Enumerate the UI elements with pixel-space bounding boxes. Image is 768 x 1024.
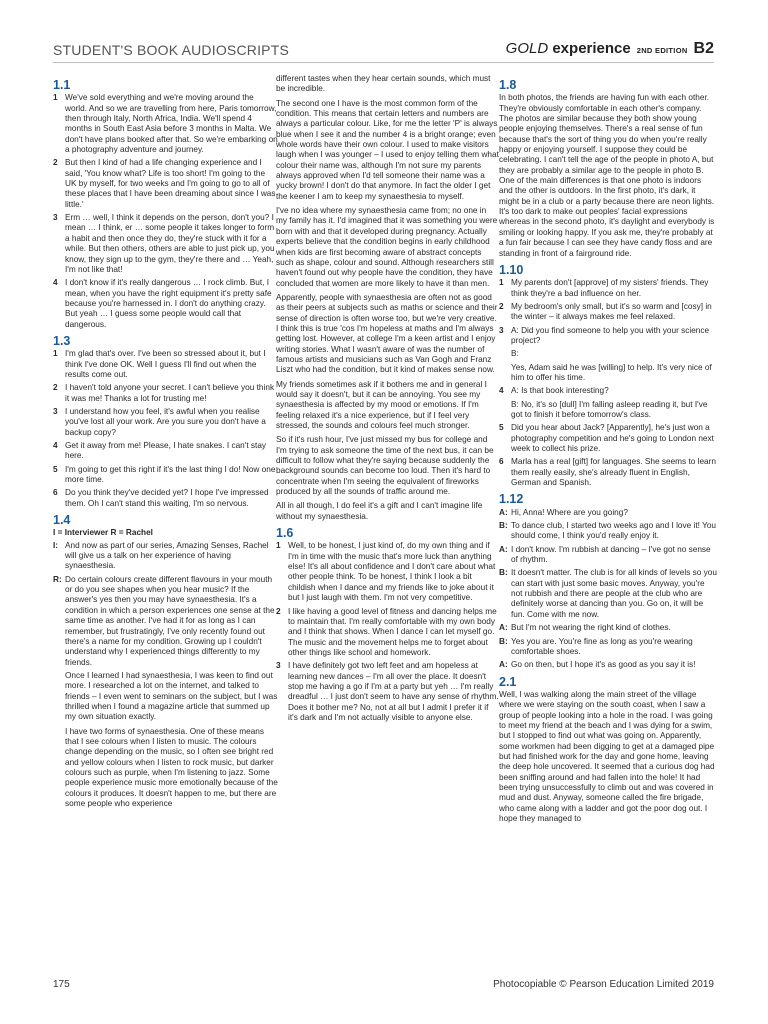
column-2 bbox=[276, 74, 499, 726]
list-item bbox=[499, 363, 717, 384]
item-number: A: bbox=[499, 623, 508, 633]
item-text: I'm glad that's over. I've been so stressed about it, but I think I've done OK. Well I guess I'll find out when the results come out. bbox=[65, 349, 266, 379]
section-heading: 1.10 bbox=[499, 262, 524, 277]
item-number: B: bbox=[499, 636, 508, 646]
item-text: I have definitely got two left feet and am hopeless at learning new dances – I'm all over the place. It doesn't stop me having a go if I'm at a party but yeh … I'm really dreadful … I just don't seem to have any sense of rhythm. Does it bother me? No, not at all but I admit I prefer it if it's dark and I'm not actually visible to anyone else. bbox=[288, 661, 499, 722]
item-number: 3 bbox=[53, 406, 58, 416]
list-item bbox=[499, 508, 717, 518]
paragraph: The second one I have is the most common form of the condition. This means that certain letters and numbers are always a particular colour. Like, for me the letter 'P' is always blue when I see it and the number 4 is a bright orange; even whole words have their own colour. I used to make visitors laugh when I was younger – I used to enjoy telling them what colour their name was, although I'm not sure my parents always approved when I'd tell someone their name was a yucky brown! I don't do that anymore. In fact the older I get the keener I am to keep my synaesthesia to myself. bbox=[276, 98, 499, 201]
list-item bbox=[499, 568, 717, 620]
section-heading: 1.8 bbox=[499, 78, 517, 92]
item-number: 6 bbox=[53, 488, 58, 498]
item-number: 1 bbox=[53, 93, 58, 103]
paragraph: I've no idea where my synaesthesia came from; no one in my family has it. I'd imagined that it was something you were born with and that it developed during pregnancy. Actually experts believe that the condition begins in early childhood when kids are first becoming aware of abstract concepts such as shape, colour and sound. Although researchers still haven't found out why people have the condition, they have concluded that women are more likely to have it than men. bbox=[276, 206, 498, 288]
item-text: My bedroom's only small, but it's so warm and [cosy] in the winter – it always makes me feel relaxed. bbox=[511, 301, 712, 322]
item-number: 2 bbox=[499, 301, 504, 311]
item-text: I like having a good level of fitness and dancing helps me to maintain that. I'm really comfortable with my own body and I think that shows. When I dance I can let myself go. The music and the movement helps me to forget about other things like school and homework. bbox=[288, 606, 497, 657]
section-heading: 1.1 bbox=[53, 78, 71, 92]
column-3 bbox=[499, 74, 717, 828]
list-item bbox=[53, 93, 278, 155]
item-number: 1 bbox=[499, 278, 504, 288]
section-heading: 1.12 bbox=[499, 492, 524, 507]
item-number: 3 bbox=[276, 661, 281, 671]
list-item bbox=[53, 407, 278, 438]
item-number: A: bbox=[499, 544, 508, 554]
section-1-3-items bbox=[53, 349, 278, 509]
item-number: 4 bbox=[499, 386, 504, 396]
edition-label: 2ND EDITION bbox=[636, 46, 688, 55]
section-heading: 1.4 bbox=[53, 513, 71, 528]
item-text: My parents don't [approve] of my sisters' friends. They think they're a bad influence on her. bbox=[511, 278, 709, 298]
item-number: 6 bbox=[499, 457, 504, 467]
item-text: Go on then, but I hope it's as good as you say it is! bbox=[511, 660, 696, 670]
list-item bbox=[499, 386, 717, 396]
item-text: I don't know if it's really dangerous … I rock climb. But, I mean, when you have the right equipment it's pretty safe because you're harnessed in. I don't do anything crazy. But yeah … I guess some people would call that dangerous. bbox=[65, 278, 272, 329]
dialogue-line: R: Do certain colours create different flavours in your mouth or do you see shapes when you hear music? If the answer's yes then you may have synaesthesia. It's a condition in which a person experiences one sense at the same time as another. I've had it for as long as I can remember, but frustratingly, I've only recently found out there's a name for my condition. Growing up I couldn't understand why I experienced things differently to my friends. bbox=[53, 574, 275, 667]
list-item bbox=[499, 545, 717, 566]
item-number: 3 bbox=[53, 213, 58, 223]
item-text: We've sold everything and we're moving around the world. And so we are travelling from here, Paris tomorrow, then through Italy, North Africa, India. We'll spend 4 months in South East Asia before 3 months in Malta. We don't have plans booked after that. So we're embarking on a photography adventure and journey. bbox=[65, 93, 278, 155]
item-number: B: bbox=[499, 568, 508, 578]
item-text: Yes, Adam said he was [willing] to help. It's very nice of him to offer his time. bbox=[511, 362, 712, 382]
list-item bbox=[53, 158, 278, 210]
item-number: 4 bbox=[53, 441, 58, 450]
column-1 bbox=[53, 74, 278, 813]
list-item bbox=[499, 660, 717, 670]
item-number: 2 bbox=[53, 383, 58, 393]
item-text: It doesn't matter. The club is for all kinds of levels so you can start with just some basic moves. Anyway, you're not rubbish and there are people at the club who are definitely worse at dancing than you. Go on, it will be fun. Come with me now. bbox=[511, 568, 717, 619]
list-item bbox=[53, 488, 278, 509]
item-number: 5 bbox=[499, 423, 504, 433]
item-text: Do you think they've decided yet? I hope I've impressed them. Oh I can't stand this waiting, I'm so nervous. bbox=[65, 488, 269, 508]
item-text: Did you hear about Jack? [Apparently], he's just won a photography competition and he's going to London next week to collect his prize. bbox=[511, 423, 714, 453]
page-number: 175 bbox=[53, 979, 70, 990]
item-text: A: Did you find someone to help you with your science project? bbox=[511, 325, 710, 345]
item-text: B: No, it's so [dull] I'm falling asleep reading it, but I've got to finish it before tomorrow's class. bbox=[511, 399, 708, 419]
list-item bbox=[276, 607, 499, 659]
item-text: But I'm not wearing the right kind of clothes. bbox=[511, 623, 671, 633]
list-item bbox=[53, 213, 278, 275]
paragraph: Once I learned I had synaesthesia, I was keen to find out more. I researched a lot on the internet, and talked to friends – I even went to seminars on the subject, but I was thrilled when I found a magazine article that summed up my own situation exactly. bbox=[65, 670, 278, 722]
list-item bbox=[499, 400, 717, 421]
section-1-12-items bbox=[499, 508, 717, 671]
item-number: 4 bbox=[53, 278, 58, 288]
list-item bbox=[499, 623, 717, 633]
list-item bbox=[499, 521, 717, 542]
item-text: To dance club, I started two weeks ago and I love it! You should come, I think you'd really enjoy it. bbox=[511, 521, 717, 541]
list-item bbox=[53, 383, 278, 404]
item-text: But then I kind of had a life changing experience and I said, 'You know what? Life is too short! I'm going to the UK by myself, for two weeks and I'm going to go to all of these places that I have been dreaming about since I was little.' bbox=[65, 158, 276, 209]
item-text: Marla has a real [gift] for languages. She seems to learn them really easily, she's already fluent in English, German and Spanish. bbox=[511, 457, 716, 488]
paragraph: My friends sometimes ask if it bothers me and in general I would say it doesn't, but it can be annoying. You see my synaesthesia is affected by my mood or emotions. If I'm feeling relaxed it's a nice experience, but if I feel very stressed, the sounds and colours feel much stronger. bbox=[276, 379, 487, 430]
paragraph: I have two forms of synaesthesia. One of these means that I see colours when I listen to music. The colours change depending on the music, so I often see bright red and yellow colours when I listen to rock music, but darker colours such as purple, when I'm listening to jazz. Some people experience music more emotionally because of the colours it produces. It doesn't happen to me, but there are some people who experience bbox=[65, 726, 278, 808]
item-text: Get it away from me! Please, I hate snakes. I can't stay here. bbox=[65, 441, 267, 461]
paragraph: So if it's rush hour, I've just missed my bus for college and I'm trying to ask someone the time of the next bus, it can be difficult to follow what they're saying because suddenly the background sounds can become too loud. Then it's hard to concentrate when I'm seeing the equivalent of fireworks produced by all the sounds of traffic around me. bbox=[276, 435, 494, 497]
list-item bbox=[499, 423, 717, 454]
list-item bbox=[499, 278, 717, 299]
dialogue-line: I: And now as part of our series, Amazing Senses, Rachel will give us a talk on her experience of having synaesthesia. bbox=[53, 540, 269, 571]
copyright-notice: Photocopiable © Pearson Education Limited 2019 bbox=[493, 979, 714, 990]
item-number: 3 bbox=[499, 325, 504, 335]
list-item bbox=[499, 457, 717, 488]
item-number: 2 bbox=[276, 606, 281, 616]
item-text: Well, to be honest, I just kind of, do my own thing and if I'm in time with the music that's more luck than anything else! It's all about confidence and I don't care about what other people think. To be honest, I think I look a bit childish when I dance and my friends like to joke about it but I just laugh with them. I'm not very competitive. bbox=[288, 541, 496, 603]
item-text: Yes you are. You're fine as long as you're wearing comfortable shoes. bbox=[511, 636, 693, 656]
section-heading: 1.6 bbox=[276, 526, 294, 541]
list-item bbox=[53, 278, 278, 330]
item-number: A: bbox=[499, 507, 508, 517]
section-heading: 1.3 bbox=[53, 333, 71, 348]
brand-name: GOLD experience bbox=[505, 40, 631, 57]
running-header-title: STUDENT'S BOOK AUDIOSCRIPTS bbox=[53, 42, 289, 58]
item-text: A: Is that book interesting? bbox=[511, 386, 609, 396]
section-1-1-items bbox=[53, 93, 278, 330]
list-item bbox=[53, 349, 278, 380]
list-item bbox=[53, 441, 278, 462]
item-text: Erm … well, I think it depends on the person, don't you? I mean … I think, er … some people it takes longer to form a habit and then once they do, they're stuck with it for a while. But then others, others are able to just pick up, you know, they sign up to the gym, they're there and … Yeah, I'm not like that! bbox=[65, 213, 275, 274]
list-item bbox=[53, 465, 278, 486]
item-text: I'm going to get this right if it's the last thing I do! Now one more time. bbox=[65, 464, 276, 485]
section-1-6-items bbox=[276, 541, 499, 723]
list-item bbox=[499, 349, 717, 359]
item-number: 1 bbox=[276, 541, 281, 551]
speaker-key: I = Interviewer R = Rachel bbox=[53, 528, 153, 538]
paragraph: All in all though, I do feel it's a gift and I can't imagine life without my synaesthesia. bbox=[276, 501, 483, 521]
paragraph: In both photos, the friends are having fun with each other. They're obviously comfortable in each other's company. The photos are similar because they both show young people enjoying themselves. There's a real sense of fun because that's the sort of thing you do when you're really happy or enjoying yourself. I suppose they could be celebrating. I can't tell the age of the people in photo A, but they are probably a similar age to the people in photo B. One of the main differences is that one photo is indoors and the other is outdoors. In the first photo, it's dark, it might be in a club or a party because there are neon lights. It's too dark to make out peoples' facial expressions whereas in the second photo, it's daylight and everybody is smiling or looking happy. If you ask me, they're probably at a fun fair because I can see they have candy floss and are standing in front of a fairground ride. bbox=[499, 93, 715, 258]
item-text: I don't know. I'm rubbish at dancing – I've got no sense of rhythm. bbox=[511, 544, 711, 565]
list-item bbox=[499, 637, 717, 658]
header-rule bbox=[53, 62, 714, 63]
brand-logo bbox=[506, 40, 714, 58]
paragraph: different tastes when they hear certain sounds, which must be incredible. bbox=[276, 74, 491, 94]
item-text: I understand how you feel, it's awful when you realise you've lost all your work. Are you sure you don't have a backup copy? bbox=[65, 406, 266, 437]
paragraph: Well, I was walking along the main street of the village where we were staying on the south coast, when I saw a group of people looking into a hole in the road. I was going to meet my friend at the beach and I was dying for a swim, but I stopped to find out what was going on. Apparently, some workmen had been digging to get at a damaged pipe but had finished work for the day and gone home, leaving the deep hole uncovered. It seemed that a curious dog had been sniffing around and had fallen into the hole! It had been trying unsuccessfully to climb out and was covered in mud and dust. Anyway, someone called the fire brigade, who came along with a ladder and got the poor dog out. I hope they managed to bbox=[499, 689, 715, 823]
item-number: 5 bbox=[53, 464, 58, 474]
item-number: 2 bbox=[53, 158, 58, 168]
paragraph: Apparently, people with synaesthesia are often not as good as their peers at subjects such as maths or science and their sense of direction is often worse too, but we're very creative. I think this is true 'cos I'm hopeless at maths and I'm always getting lost. However, at college I'm a keen artist and I enjoy writing stories. What I wasn't aware of was the number of famous artists and musicians such as Van Gogh and Franz Liszt who had the condition, but it kind of makes sense now. bbox=[276, 292, 498, 375]
item-number: A: bbox=[499, 660, 508, 670]
list-item bbox=[499, 326, 717, 347]
list-item bbox=[499, 302, 717, 323]
item-text: B: bbox=[511, 349, 519, 359]
list-item bbox=[276, 541, 499, 603]
section-heading: 2.1 bbox=[499, 674, 517, 689]
item-text: Hi, Anna! Where are you going? bbox=[511, 507, 628, 517]
item-number: B: bbox=[499, 521, 508, 531]
item-text: I haven't told anyone your secret. I can't believe you think it was me! Thanks a lot for trusting me! bbox=[65, 383, 275, 403]
item-number: 1 bbox=[53, 349, 58, 359]
list-item bbox=[276, 661, 499, 723]
section-1-10-items bbox=[499, 278, 717, 488]
level-label: B2 bbox=[693, 40, 714, 57]
